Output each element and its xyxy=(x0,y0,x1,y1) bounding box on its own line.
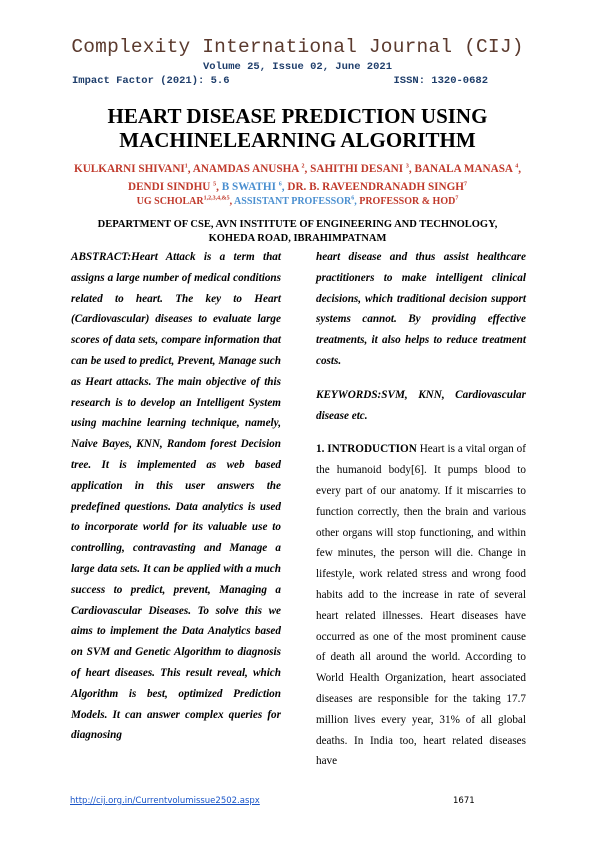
role: PROFESSOR & HOD$^7$ xyxy=(359,196,459,208)
author: B SWATHI $^6$, xyxy=(221,181,288,194)
author: ANAMDAS ANUSHA $^2$, xyxy=(192,162,311,175)
author: BANALA MANASA $^4$, xyxy=(414,162,521,175)
introduction-text: Heart is a vital organ of the humanoid body[6]. It pumps blood to every part of our anatomy. If it miscarries to function correctly, then the brain and various other organs will stop functioning, and within few minutes, the person will die. Change in lifestyle, work related stress and wrong food habits add to the increase in rate of several heart related illnesses. Heart diseases have occurred as one of the most prominent cause of death all around the world. According to World Health Organization, heart associated diseases are responsible for the taking 17.7 million lives every year, 31% of all global deaths. In India too, heart related diseases have xyxy=(316,443,526,768)
role: ASSISTANT PROFESSOR$^6$, xyxy=(234,196,360,208)
impact-factor: Impact Factor (2021): 5.6 xyxy=(72,75,230,87)
author-roles xyxy=(60,196,535,207)
paper-title: HEART DISEASE PREDICTION USING MACHINELEARNING ALGORITHM xyxy=(107,104,488,152)
author: SAHITHI DESANI $^3$, xyxy=(310,162,415,175)
keywords: KEYWORDS:SVM, KNN, Cardiovascular disease etc. xyxy=(316,388,526,422)
issue-info: Volume 25, Issue 02, June 2021 xyxy=(202,61,393,73)
abstract-text: Heart Attack is a term that assigns a large number of medical conditions related to heart. The key to Heart (Cardiovascular) diseases to evaluate large scores of data sets, compare information that can be used to predict, Prevent, Manage such as Heart attacks. The main objective of this research is to develop an Intelligent System using machine learning technique, namely, Naive Bayes, KNN, Random forest Decision tree. It is implemented as web based application in this user answers the predefined questions. Data analytics is used to incorporate world for its valuable use to controlling, contravasting and Manage a large data sets. It can be applied with a much success to predict, prevent, Managing a Cardiovascular Diseases. To solve this we aims to implement the Data Analytics based on SVM and Genetic Algorithm to diagnosis of heart diseases. This result reveal, which Algorithm is best, optimized Prediction Models. It can answer complex queries for diagnosing xyxy=(71,251,281,742)
author-list xyxy=(60,158,535,195)
author: DENDI SINDHU $^5$, xyxy=(128,181,222,194)
author: DR. B. RAVEENDRANADH SINGH$^7$ xyxy=(287,181,467,194)
abstract xyxy=(71,247,281,746)
page-number: 1671 xyxy=(453,796,475,806)
introduction xyxy=(316,439,526,772)
role: UG $SCHOLAR^{1,2,3,4,\&5}$, xyxy=(136,196,235,208)
section-heading: 1. INTRODUCTION xyxy=(316,443,417,456)
abstract-label: ABSTRACT: xyxy=(71,251,132,263)
left-column xyxy=(71,247,281,746)
abstract-continued: heart disease and thus assist healthcare practitioners to make intelligent clinical decisions, which traditional decision support systems cannot. By providing effective treatments, it also helps to reduce treatment costs. xyxy=(316,251,526,367)
issn: ISSN: 1320-0682 xyxy=(393,75,488,87)
journal-name: Complexity International Journal (CIJ) xyxy=(71,36,524,58)
department-affiliation: DEPARTMENT OF CSE, AVN INSTITUTE OF ENGINEERING AND TECHNOLOGY, KOHEDA ROAD, IBRAHIMPATNAM xyxy=(97,219,498,244)
right-column xyxy=(316,247,526,772)
author: KULKARNI SHIVANI$^1$, xyxy=(74,162,193,175)
footer-url-link[interactable]: http://cij.org.in/Currentvolumissue2502.aspx xyxy=(70,796,260,806)
